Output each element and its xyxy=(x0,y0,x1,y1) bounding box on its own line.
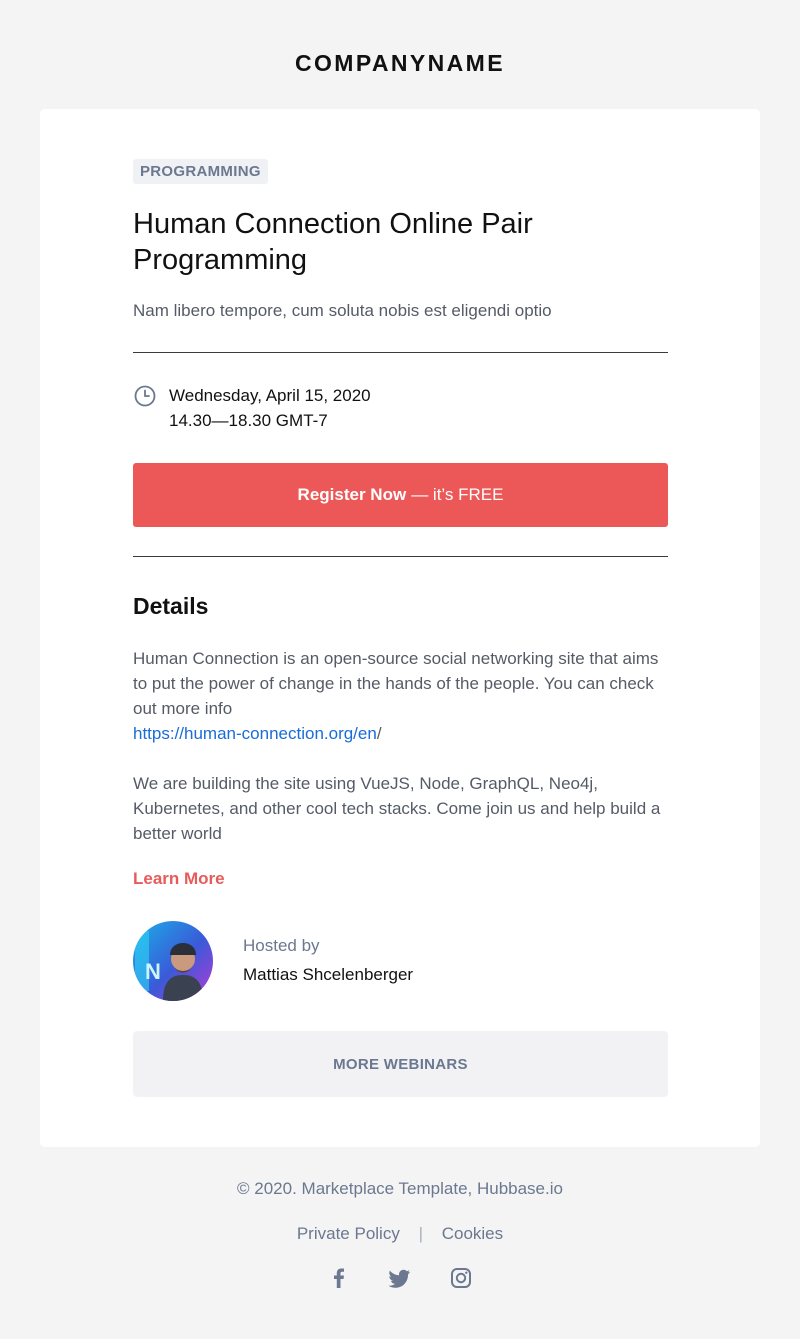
host-photo xyxy=(133,921,213,1001)
link-trailing-slash: / xyxy=(376,724,382,743)
register-price: — it’s FREE xyxy=(411,485,504,504)
learn-more-link[interactable]: Learn More xyxy=(133,869,225,888)
host-name: Mattias Shcelenberger xyxy=(243,965,414,984)
register-button[interactable] xyxy=(133,463,668,527)
footer-separator: | xyxy=(418,1224,423,1243)
divider-top xyxy=(133,352,668,353)
instagram-icon[interactable] xyxy=(449,1266,473,1290)
event-title: Human Connection Online Pair Programming xyxy=(133,208,533,276)
cookies-link[interactable]: Cookies xyxy=(441,1224,504,1243)
details-paragraph-2: We are building the site using VueJS, Node, GraphQL, Neo4j, Kubernetes, and other cool tech stacks. Come join us and help build a better world xyxy=(133,774,661,843)
more-webinars-button[interactable]: MORE WEBINARS xyxy=(133,1031,668,1097)
event-card xyxy=(40,109,760,1147)
human-connection-link[interactable]: https://human-connection.org/en xyxy=(133,724,377,743)
register-label: Register Now xyxy=(297,485,407,504)
details-heading: Details xyxy=(133,593,209,619)
event-time: 14.30—18.30 GMT-7 xyxy=(169,411,328,430)
hosted-by-label: Hosted by xyxy=(243,936,320,955)
privacy-policy-link[interactable]: Private Policy xyxy=(296,1224,400,1243)
event-subtitle: Nam libero tempore, cum soluta nobis est eligendi optio xyxy=(133,301,552,320)
twitter-icon[interactable] xyxy=(388,1266,412,1290)
svg-text:N: N xyxy=(145,959,161,984)
host-avatar xyxy=(133,921,213,1001)
footer-links xyxy=(0,1224,800,1244)
event-datetime xyxy=(169,383,371,433)
company-logo[interactable]: COMPANYNAME xyxy=(295,50,505,76)
divider-bottom xyxy=(133,556,668,557)
event-date: Wednesday, April 15, 2020 xyxy=(169,386,371,405)
category-tag[interactable]: PROGRAMMING xyxy=(133,159,268,184)
footer-copyright: © 2020. Marketplace Template, Hubbase.io xyxy=(237,1179,563,1198)
details-paragraph-1 xyxy=(133,646,668,746)
facebook-icon[interactable] xyxy=(327,1266,351,1290)
details-p1-text: Human Connection is an open-source social networking site that aims to put the power of change in the hands of the people. You can check out more info xyxy=(133,649,659,718)
clock-icon xyxy=(133,384,157,408)
social-icons xyxy=(0,1266,800,1290)
